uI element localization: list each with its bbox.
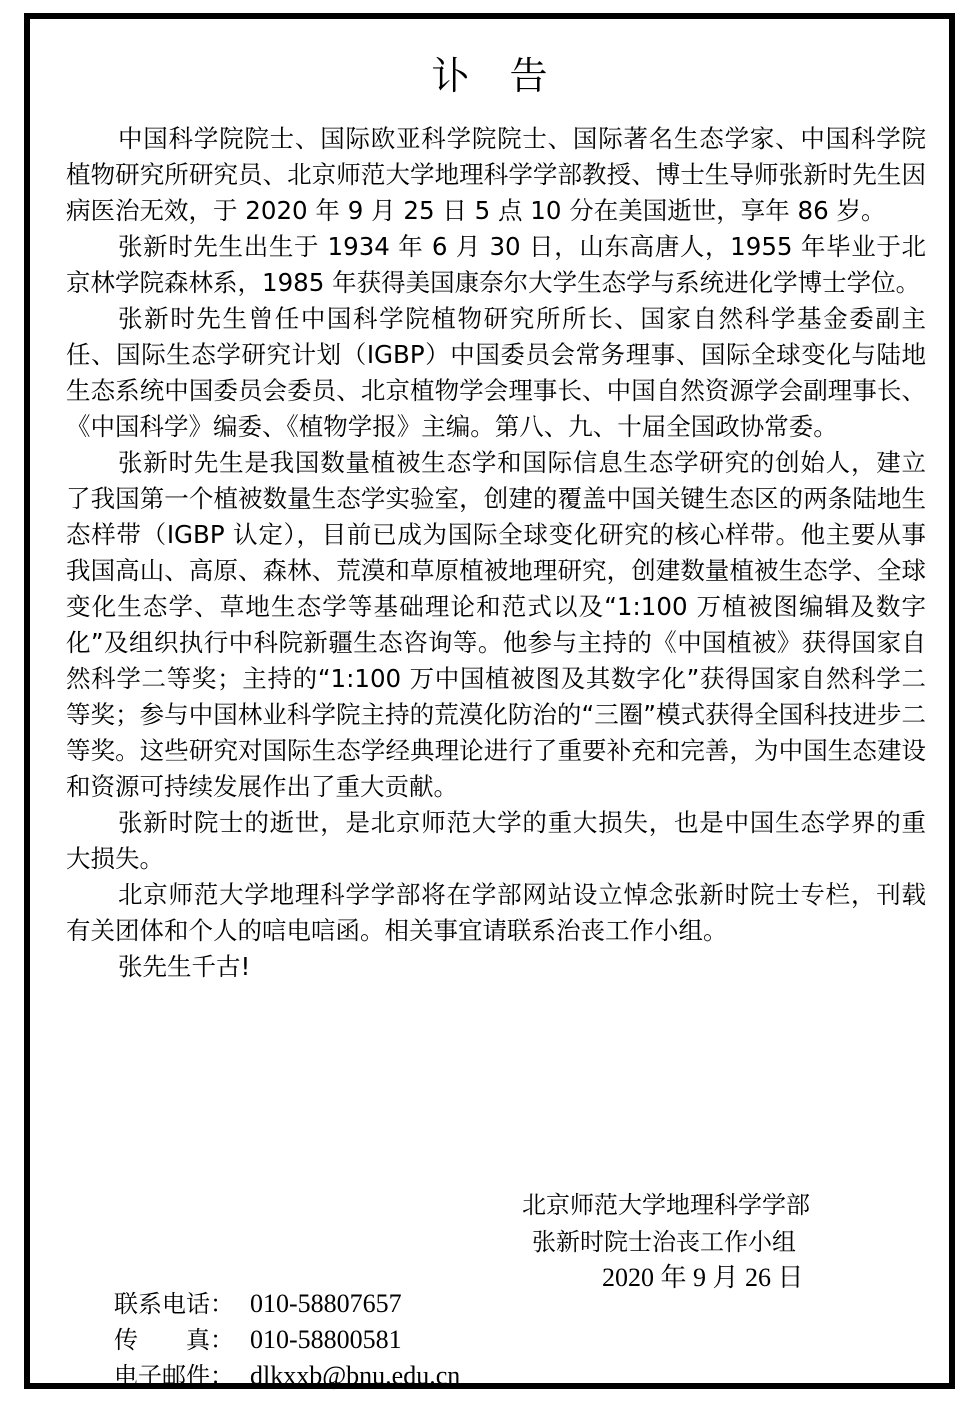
contact-block [114, 1286, 460, 1394]
obituary-body [66, 121, 926, 985]
contact-phone-value: 010-58807657 [250, 1289, 402, 1318]
paragraph-loss: 张新时院士的逝世，是北京师范大学的重大损失，也是中国生态学界的重大损失。 [66, 808, 926, 873]
contact-fax-label: 传 真： [114, 1326, 234, 1354]
contact-email-label: 电子邮件： [114, 1362, 234, 1390]
paragraph-announcement: 中国科学院院士、国际欧亚科学院院士、国际著名生态学家、中国科学院植物研究所研究员、北京师范大学地理科学学部教授、博士生导师张新时先生因病医治无效，于 2020 年 9 月 25 日 5 点 10 分在美国逝世，享年 86 岁。 [66, 124, 926, 225]
contact-phone-label: 联系电话： [114, 1290, 234, 1318]
obituary-title: 讣告 [431, 54, 588, 98]
contact-email [114, 1358, 460, 1394]
paragraph-achievements: 张新时先生是我国数量植被生态学和国际信息生态学研究的创始人，建立了我国第一个植被数量生态学实验室，创建的覆盖中国关键生态区的两条陆地生态样带（IGBP 认定），目前已成为国际全球变化研究的核心样带。他主要从事我国高山、高原、森林、荒漠和草原植被地理研究，创建数量植被生态学、全球变化生态学、草地生态学等基础理论和范式以及“1:100 万植被图编辑及数字化”及组织执行中科院新疆生态咨询等。他参与主持的《中国植被》获得国家自然科学二等奖；主持的“1:100 万中国植被图及其数字化”获得国家自然科学二等奖；参与中国林业科学院主持的荒漠化防治的“三圈”模式获得全国科技进步二等奖。这些研究对国际生态学经典理论进行了重要补充和完善，为中国生态建设和资源可持续发展作出了重大贡献。 [66, 448, 926, 801]
signature-date: 2020 年 9 月 26 日 [602, 1263, 804, 1292]
contact-fax [114, 1322, 460, 1358]
obituary-frame [24, 13, 955, 1389]
contact-phone [114, 1286, 460, 1322]
paragraph-memorial: 北京师范大学地理科学学部将在学部网站设立悼念张新时院士专栏，刊载有关团体和个人的唁电唁函。相关事宜请联系治丧工作小组。 [66, 880, 926, 945]
contact-email-value[interactable]: dlkxxb@bnu.edu.cn [250, 1361, 461, 1390]
paragraph-farewell: 张先生千古! [118, 952, 251, 981]
signature-org: 北京师范大学地理科学学部 [522, 1191, 810, 1219]
contact-fax-value: 010-58800581 [250, 1325, 402, 1354]
paragraph-positions: 张新时先生曾任中国科学院植物研究所所长、国家自然科学基金委副主任、国际生态学研究计划（IGBP）中国委员会常务理事、国际全球变化与陆地生态系统中国委员会委员、北京植物学会理事长、中国自然资源学会副理事长、《中国科学》编委、《植物学报》主编。第八、九、十届全国政协常委。 [66, 304, 926, 441]
paragraph-biography: 张新时先生出生于 1934 年 6 月 30 日，山东高唐人，1955 年毕业于北京林学院森林系，1985 年获得美国康奈尔大学生态学与系统进化学博士学位。 [66, 232, 926, 297]
signature-group: 张新时院士治丧工作小组 [532, 1228, 796, 1256]
